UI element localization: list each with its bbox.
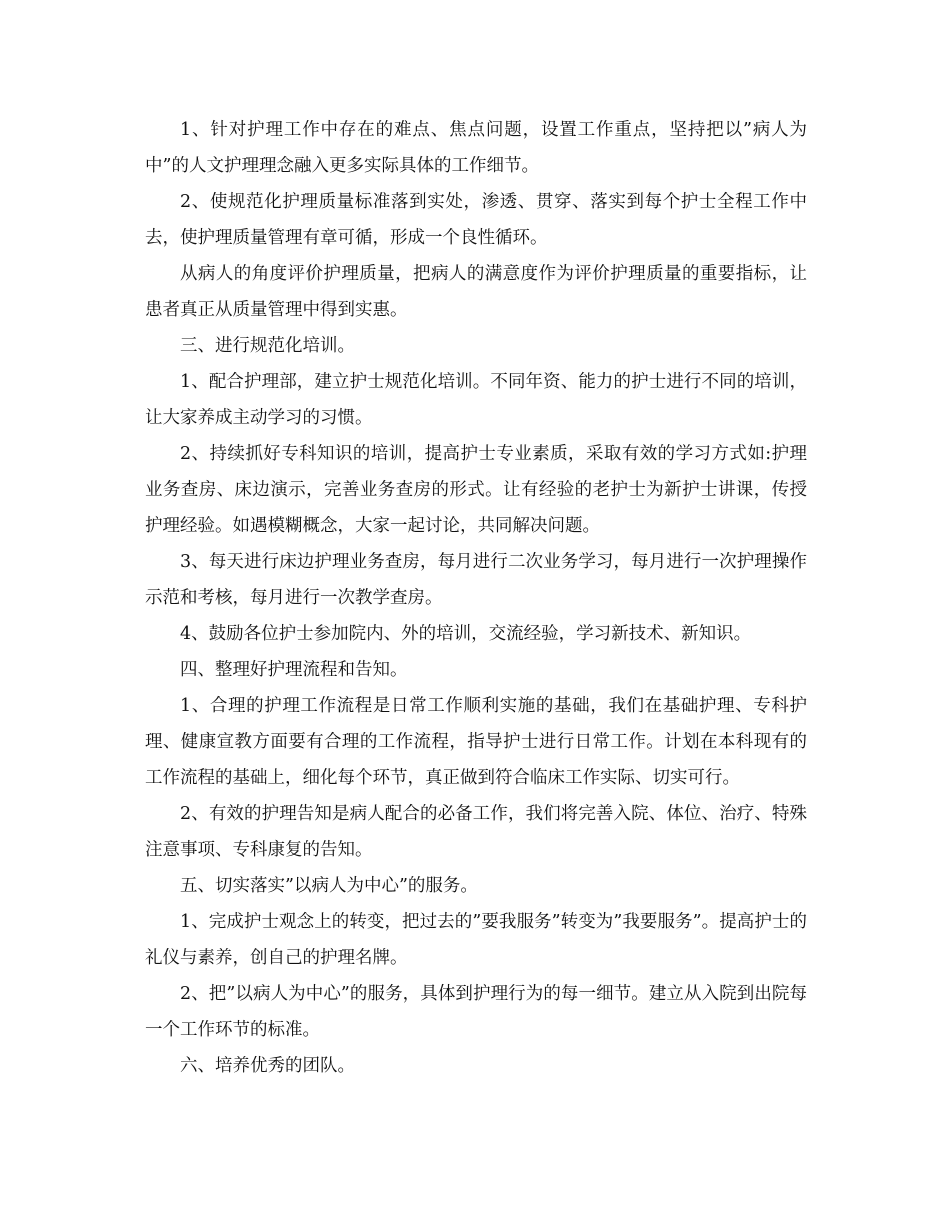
section-heading-3: 三、进行规范化培训。 [180,336,355,356]
paragraph-10: 1、完成护士观念上的转变，把过去的”要我服务”转变为”我要服务”。提高护士的礼仪与素养，创自己的护理名牌。 [145,912,807,968]
paragraph-2: 2、使规范化护理质量标准落到实处，渗透、贯穿、落实到每个护士全程工作中去，使护理质量管理有章可循，形成一个良性循环。 [145,192,807,248]
section-heading-5: 五、切实落实”以病人为中心”的服务。 [180,876,478,896]
paragraph-11: 2、把”以病人为中心”的服务，具体到护理行为的每一细节。建立从入院到出院每一个工作环节的标准。 [145,984,807,1040]
paragraph-3: 从病人的角度评价护理质量，把病人的满意度作为评价护理质量的重要指标，让患者真正从质量管理中得到实惠。 [145,264,807,320]
section-heading-4: 四、整理好护理流程和告知。 [180,660,408,680]
paragraph-9: 2、有效的护理告知是病人配合的必备工作，我们将完善入院、体位、治疗、特殊注意事项、专科康复的告知。 [145,804,807,860]
paragraph-1: 1、针对护理工作中存在的难点、焦点问题，设置工作重点，坚持把以”病人为中”的人文护理理念融入更多实际具体的工作细节。 [145,120,807,176]
paragraph-7: 4、鼓励各位护士参加院内、外的培训，交流经验，学习新技术、新知识。 [180,624,752,644]
section-heading-6: 六、培养优秀的团队。 [180,1056,355,1076]
paragraph-5: 2、持续抓好专科知识的培训，提高护士专业素质，采取有效的学习方式如:护理业务查房、床边演示，完善业务查房的形式。让有经验的老护士为新护士讲课，传授护理经验。如遇模糊概念，大家一起讨论，共同解决问题。 [145,444,807,536]
paragraph-8: 1、合理的护理工作流程是日常工作顺利实施的基础，我们在基础护理、专科护理、健康宣教方面要有合理的工作流程，指导护士进行日常工作。计划在本科现有的工作流程的基础上，细化每个环节，真正做到符合临床工作实际、切实可行。 [145,696,807,788]
paragraph-6: 3、每天进行床边护理业务查房，每月进行二次业务学习，每月进行一次护理操作示范和考核，每月进行一次教学查房。 [145,552,807,608]
paragraph-4: 1、配合护理部，建立护士规范化培训。不同年资、能力的护士进行不同的培训，让大家养成主动学习的习惯。 [145,372,807,428]
document-page [145,112,807,1084]
